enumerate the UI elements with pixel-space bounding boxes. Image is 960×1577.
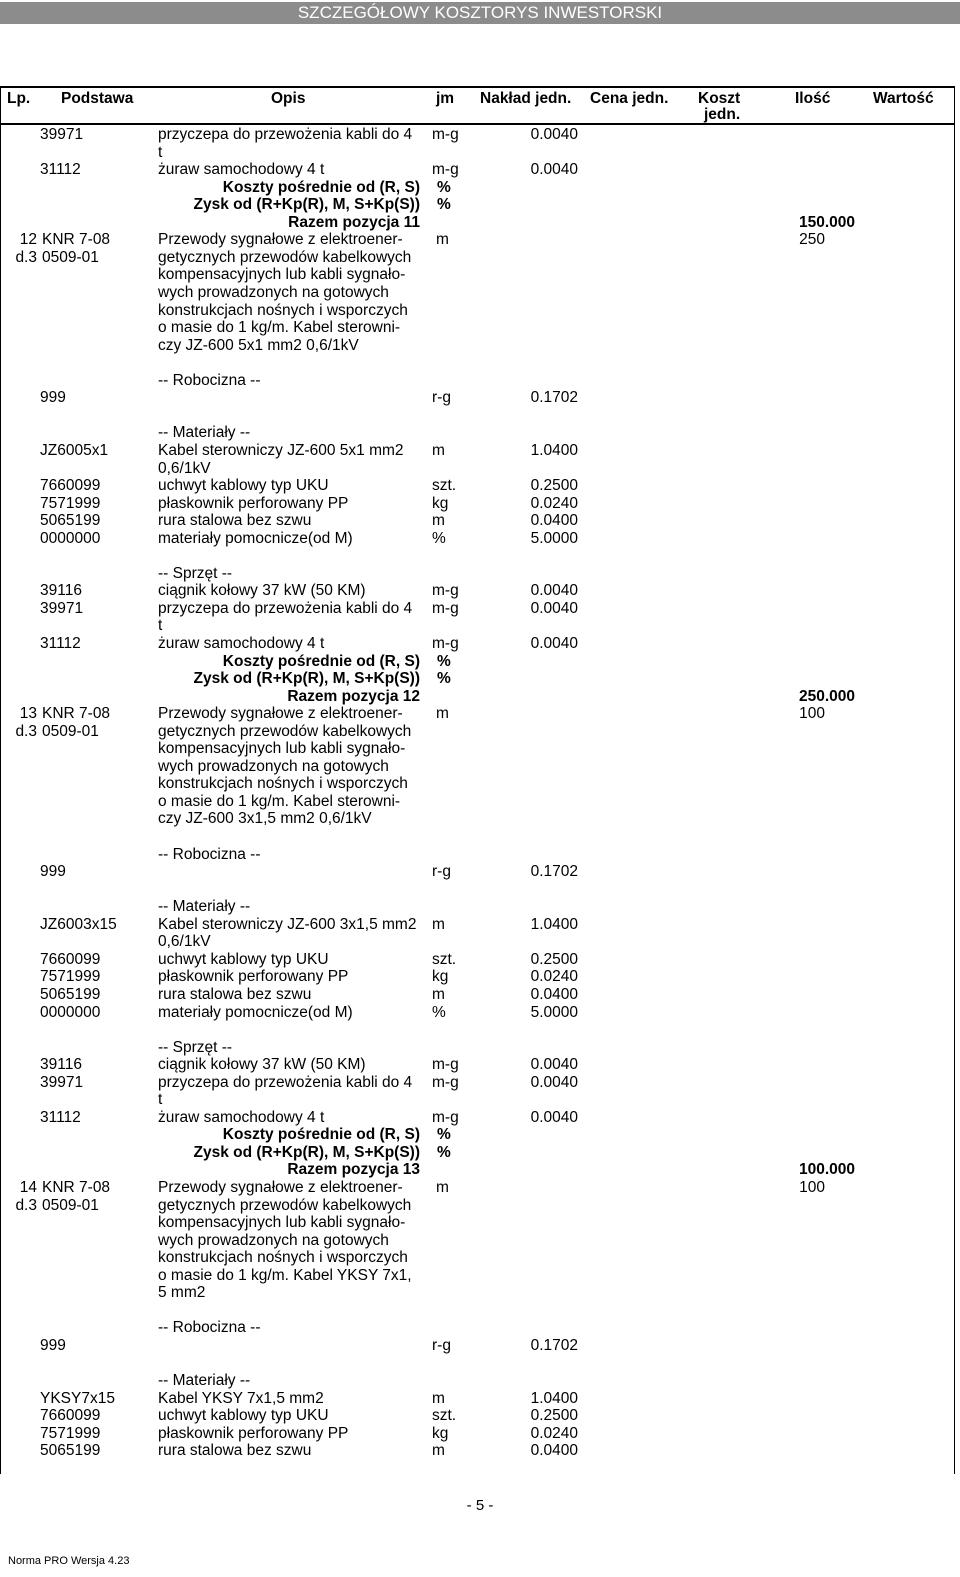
header-cena: Cena jedn.: [590, 90, 669, 107]
resource-description: płaskownik perforowany PP: [158, 968, 349, 986]
header-jm: jm: [436, 90, 455, 107]
position-description: o masie do 1 kg/m. Kabel sterowni-: [158, 792, 401, 810]
overhead-unit: %: [437, 196, 451, 214]
resource-norm: 0.0240: [530, 494, 578, 512]
resource-unit: r-g: [432, 389, 451, 407]
overhead-line: Zysk od (R+Kp(R), M, S+Kp(S)): [193, 1143, 420, 1161]
resource-code: 999: [40, 389, 66, 407]
resource-description: żuraw samochodowy 4 t: [158, 1108, 325, 1126]
resource-unit: m-g: [432, 599, 459, 617]
position-description: wych prowadzonych na gotowych: [158, 1231, 389, 1249]
resource-norm: 0.0040: [530, 634, 578, 652]
resource-norm: 0.0040: [530, 1073, 578, 1091]
position-description: Przewody sygnałowe z elektroener-: [158, 1179, 403, 1196]
resource-norm: 0.0040: [530, 582, 578, 600]
overhead-unit: %: [437, 178, 451, 196]
position-unit: m: [436, 231, 449, 249]
resource-code: 0000000: [40, 529, 101, 547]
position-description: wych prowadzonych na gotowych: [158, 284, 389, 301]
resource-unit: kg: [432, 494, 449, 512]
resource-description: Kabel sterowniczy JZ-600 5x1 mm2: [158, 441, 404, 459]
position-description: Przewody sygnałowe z elektroener-: [158, 705, 403, 723]
resource-unit: m: [432, 441, 445, 459]
resource-description: przyczepa do przewożenia kabli do 4: [158, 599, 413, 617]
table-right-border: [954, 86, 955, 1474]
resource-code: 5065199: [40, 512, 101, 530]
resource-description: t: [158, 1091, 163, 1109]
resource-description: uchwyt kablowy typ UKU: [158, 1407, 329, 1425]
header-top-rule: [0, 86, 955, 88]
resource-code: 5065199: [40, 985, 101, 1003]
header-lp: Lp.: [7, 90, 31, 107]
resource-code: 39116: [40, 1056, 82, 1074]
resource-code: YKSY7x15: [40, 1389, 115, 1407]
resource-norm: 0.0040: [530, 1108, 578, 1126]
resource-norm: 0.0240: [530, 968, 578, 986]
position-basis: 0509-01: [42, 248, 99, 266]
position-total-label: Razem pozycja 12: [287, 687, 420, 705]
position-quantity: 100: [799, 1179, 825, 1196]
header-ilosc: Ilość: [795, 90, 831, 107]
resource-norm: 5.0000: [530, 529, 578, 547]
resource-unit: m: [432, 1442, 445, 1460]
position-description: getycznych przewodów kabelkowych: [158, 248, 412, 266]
resource-unit: m: [432, 1389, 445, 1407]
resource-norm: 1.0400: [530, 915, 578, 933]
resource-description: płaskownik perforowany PP: [158, 1424, 349, 1442]
resource-norm: 0.0040: [530, 126, 578, 143]
position-basis: KNR 7-08: [42, 231, 111, 249]
position-number: 12: [19, 231, 37, 249]
resource-unit: m-g: [432, 1073, 459, 1091]
overhead-line: Zysk od (R+Kp(R), M, S+Kp(S)): [193, 196, 420, 214]
section-heading: -- Sprzęt --: [158, 564, 233, 582]
resource-description: 0,6/1kV: [158, 459, 211, 477]
resource-unit: kg: [432, 1424, 449, 1442]
section-heading: -- Robocizna --: [158, 371, 261, 389]
resource-unit: m-g: [432, 161, 459, 179]
resource-description: 0,6/1kV: [158, 933, 211, 951]
position-basis: KNR 7-08: [42, 705, 111, 723]
resource-norm: 0.1702: [530, 389, 578, 407]
header-naklad: Nakład jedn.: [480, 90, 572, 107]
resource-unit: r-g: [432, 863, 451, 881]
position-description: o masie do 1 kg/m. Kabel sterowni-: [158, 319, 401, 337]
overhead-line: Zysk od (R+Kp(R), M, S+Kp(S)): [193, 670, 420, 687]
header-koszt-line2: jedn.: [704, 106, 741, 123]
resource-code: 39971: [40, 1073, 84, 1091]
overhead-unit: %: [437, 652, 451, 670]
position-description: konstrukcjach nośnych i wsporczych: [158, 1249, 408, 1267]
header-podstawa: Podstawa: [61, 90, 134, 107]
resource-code: 0000000: [40, 1003, 101, 1021]
section-heading: -- Materiały --: [158, 424, 251, 442]
resource-norm: 0.0040: [530, 599, 578, 617]
position-total-amount: 250.000: [798, 687, 855, 705]
resource-description: ciągnik kołowy 37 kW (50 KM): [158, 582, 366, 600]
position-description: kompensacyjnych lub kabli sygnało-: [158, 266, 406, 284]
resource-unit: m-g: [432, 582, 459, 600]
resource-norm: 0.2500: [530, 1407, 578, 1425]
position-quantity: 100: [799, 705, 825, 723]
position-description: o masie do 1 kg/m. Kabel YKSY 7x1,: [158, 1266, 412, 1284]
position-description: czy JZ-600 3x1,5 mm2 0,6/1kV: [158, 810, 372, 828]
position-description: kompensacyjnych lub kabli sygnało-: [158, 740, 406, 758]
header-bottom-rule: [0, 123, 955, 125]
resource-code: 39116: [40, 582, 82, 600]
resource-unit: m: [432, 915, 445, 933]
resource-code: 7571999: [40, 1424, 101, 1442]
position-description: konstrukcjach nośnych i wsporczych: [158, 301, 408, 319]
resource-description: Kabel sterowniczy JZ-600 3x1,5 mm2: [158, 915, 417, 933]
position-basis: KNR 7-08: [42, 1179, 111, 1196]
resource-norm: 0.2500: [530, 477, 578, 494]
resource-code: JZ6005x1: [40, 441, 109, 459]
resource-code: 7660099: [40, 950, 101, 968]
position-total-label: Razem pozycja 13: [287, 1161, 420, 1179]
resource-code: 39971: [40, 599, 84, 617]
position-number: 13: [19, 705, 37, 723]
position-unit: m: [436, 1179, 449, 1196]
position-description: konstrukcjach nośnych i wsporczych: [158, 775, 408, 793]
resource-description: żuraw samochodowy 4 t: [158, 161, 325, 179]
resource-code: 7571999: [40, 494, 101, 512]
position-total-label: Razem pozycja 11: [288, 213, 420, 231]
resource-code: 999: [40, 1336, 66, 1354]
position-basis: 0509-01: [42, 722, 99, 740]
resource-norm: 0.2500: [530, 950, 578, 968]
table-left-border: [0, 86, 1, 1474]
resource-norm: 1.0400: [530, 441, 578, 459]
resource-description: rura stalowa bez szwu: [158, 512, 312, 530]
resource-unit: m: [432, 512, 445, 530]
position-quantity: 250: [799, 231, 825, 249]
position-number: 14: [19, 1179, 37, 1196]
resource-unit: m: [432, 985, 445, 1003]
section-heading: -- Robocizna --: [158, 1319, 261, 1337]
resource-description: przyczepa do przewożenia kabli do 4: [158, 126, 413, 143]
resource-unit: szt.: [432, 477, 457, 494]
resource-norm: 0.0400: [530, 512, 578, 530]
overhead-unit: %: [437, 1126, 451, 1144]
resource-norm: 0.0400: [530, 1442, 578, 1460]
resource-description: materiały pomocnicze(od M): [158, 529, 353, 547]
resource-unit: szt.: [432, 950, 457, 968]
resource-code: 31112: [40, 161, 81, 179]
resource-norm: 0.0240: [530, 1424, 578, 1442]
resource-code: 5065199: [40, 1442, 101, 1460]
position-description: getycznych przewodów kabelkowych: [158, 1196, 412, 1214]
resource-unit: m-g: [432, 1056, 459, 1074]
header-opis: Opis: [271, 90, 306, 107]
section-heading: -- Materiały --: [158, 898, 251, 916]
overhead-unit: %: [437, 670, 451, 687]
resource-code: 7571999: [40, 968, 101, 986]
resource-code: 7660099: [40, 1407, 101, 1425]
overhead-line: Koszty pośrednie od (R, S): [222, 652, 420, 670]
resource-code: 31112: [40, 634, 81, 652]
header-koszt-line1: Koszt: [698, 90, 741, 107]
resource-unit: m-g: [432, 634, 459, 652]
resource-unit: m-g: [432, 126, 459, 143]
position-unit: m: [436, 705, 449, 723]
resource-norm: 0.0040: [530, 161, 578, 179]
resource-description: t: [158, 617, 163, 635]
position-description: wych prowadzonych na gotowych: [158, 757, 389, 775]
page-number: - 5 -: [466, 1497, 494, 1514]
resource-unit: szt.: [432, 1407, 457, 1425]
resource-description: żuraw samochodowy 4 t: [158, 634, 325, 652]
resource-unit: m-g: [432, 1108, 459, 1126]
position-number: d.3: [15, 722, 37, 740]
program-version: Norma PRO Wersja 4.23: [8, 1555, 130, 1567]
section-heading: -- Sprzęt --: [158, 1038, 233, 1056]
resource-norm: 0.1702: [530, 863, 578, 881]
position-description: kompensacyjnych lub kabli sygnało-: [158, 1214, 406, 1232]
resource-unit: %: [432, 529, 446, 547]
resource-unit: kg: [432, 968, 449, 986]
position-number: d.3: [15, 248, 37, 266]
header-wartosc: Wartość: [873, 90, 934, 107]
resource-description: materiały pomocnicze(od M): [158, 1003, 353, 1021]
resource-description: rura stalowa bez szwu: [158, 1442, 312, 1460]
resource-description: Kabel YKSY 7x1,5 mm2: [158, 1389, 324, 1407]
resource-description: t: [158, 143, 163, 161]
position-description: getycznych przewodów kabelkowych: [158, 722, 412, 740]
position-description: Przewody sygnałowe z elektroener-: [158, 231, 403, 249]
overhead-line: Koszty pośrednie od (R, S): [222, 1126, 420, 1144]
position-description: czy JZ-600 5x1 mm2 0,6/1kV: [158, 336, 359, 354]
resource-unit: r-g: [432, 1336, 451, 1354]
resource-description: rura stalowa bez szwu: [158, 985, 312, 1003]
overhead-unit: %: [437, 1143, 451, 1161]
position-total-amount: 100.000: [798, 1161, 855, 1179]
resource-norm: 0.1702: [530, 1336, 578, 1354]
overhead-line: Koszty pośrednie od (R, S): [222, 178, 420, 196]
position-total-amount: 150.000: [798, 213, 855, 231]
resource-norm: 0.0400: [530, 985, 578, 1003]
resource-description: płaskownik perforowany PP: [158, 494, 349, 512]
resource-norm: 0.0040: [530, 1056, 578, 1074]
resource-code: 999: [40, 863, 66, 881]
resource-norm: 5.0000: [530, 1003, 578, 1021]
section-heading: -- Robocizna --: [158, 845, 261, 863]
resource-description: ciągnik kołowy 37 kW (50 KM): [158, 1056, 366, 1074]
resource-code: 39971: [40, 126, 84, 143]
resource-description: uchwyt kablowy typ UKU: [158, 477, 329, 494]
section-heading: -- Materiały --: [158, 1372, 251, 1389]
position-number: d.3: [15, 1196, 37, 1214]
position-description: 5 mm2: [158, 1284, 206, 1302]
resource-code: JZ6003x15: [40, 915, 117, 933]
resource-code: 7660099: [40, 477, 101, 494]
resource-description: uchwyt kablowy typ UKU: [158, 950, 329, 968]
resource-norm: 1.0400: [530, 1389, 578, 1407]
position-basis: 0509-01: [42, 1196, 99, 1214]
resource-description: przyczepa do przewożenia kabli do 4: [158, 1073, 413, 1091]
resource-unit: %: [432, 1003, 446, 1021]
resource-code: 31112: [40, 1108, 81, 1126]
document-title: SZCZEGÓŁOWY KOSZTORYS INWESTORSKI: [0, 2, 960, 24]
